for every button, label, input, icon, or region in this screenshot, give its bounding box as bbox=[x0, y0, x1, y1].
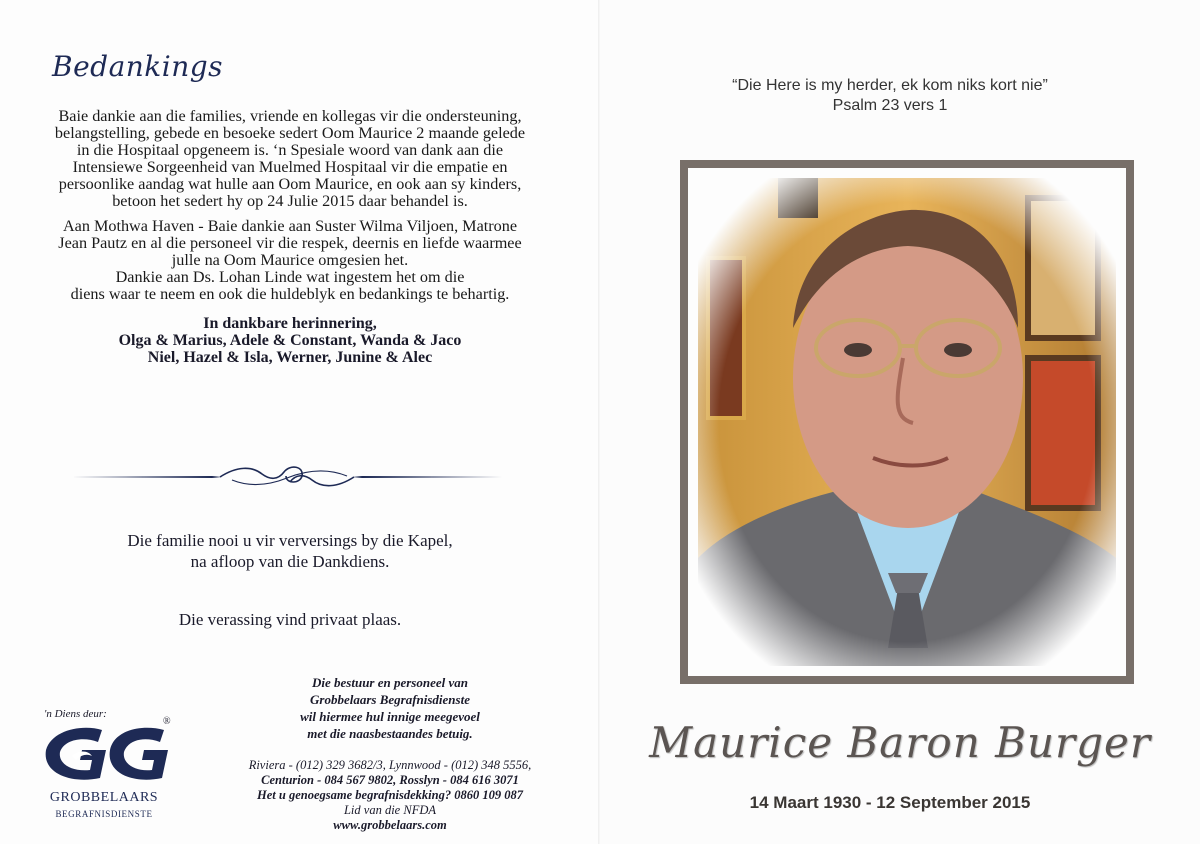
brand-subtitle: BEGRAFNISDIENSTE bbox=[55, 809, 153, 819]
text-line: Aan Mothwa Haven - Baie dankie aan Suster Wilma Viljoen, Matrone bbox=[62, 217, 518, 235]
text-line: belangstelling, gebede en besoeke sedert Oom Maurice 2 maande gelede bbox=[54, 124, 526, 142]
text-line: Jean Pautz en al die personeel vir die respek, deernis en liefde waarmee bbox=[58, 234, 522, 252]
text-line: diens waar te neem en ook die huldeblyk en bedankings te behartig. bbox=[70, 285, 510, 303]
signoff-line: In dankbare herinnering, bbox=[203, 315, 377, 332]
signoff-line: Olga & Marius, Adele & Constant, Wanda & Jaco bbox=[118, 332, 462, 349]
text-line: Baie dankie aan die families, vriende en kollegas vir die ondersteuning, bbox=[58, 107, 522, 125]
undertaker-condolence bbox=[240, 674, 540, 742]
signoff-line: Niel, Hazel & Isla, Werner, Junine & Alec bbox=[147, 349, 433, 366]
portrait-frame bbox=[680, 160, 1134, 684]
text-line: Dankie aan Ds. Lohan Linde wat ingestem het om die bbox=[115, 268, 465, 286]
text-line: betoon het sedert hy op 24 Julie 2015 daar behandel is. bbox=[112, 192, 468, 210]
portrait-photo bbox=[688, 168, 1126, 676]
heading-bedankings: Bedankings bbox=[52, 50, 224, 83]
thanks-paragraph-1 bbox=[30, 108, 550, 210]
contact-line: Het u genoegsame begrafnisdekking? 0860 109 087 bbox=[257, 788, 523, 802]
portrait-illustration bbox=[698, 178, 1116, 666]
invite-line: na afloop van die Dankdiens. bbox=[190, 552, 390, 571]
contact-line: Riviera - (012) 329 3682/3, Lynnwood - (012) 348 5556, bbox=[248, 758, 532, 772]
cremation-note: Die verassing vind privaat plaas. bbox=[178, 610, 402, 629]
text-line: julle na Oom Maurice omgesien het. bbox=[171, 251, 409, 269]
text-line: in die Hospitaal opgeneem is. ‘n Spesiale woord van dank aan die bbox=[76, 141, 504, 159]
quote-reference: Psalm 23 vers 1 bbox=[832, 97, 948, 114]
quote-text: “Die Here is my herder, ek kom niks kort nie” bbox=[732, 77, 1048, 94]
text-line: persoonlike aandag wat hulle aan Oom Maurice, en ook aan sy kinders, bbox=[58, 175, 522, 193]
family-signoff bbox=[30, 315, 550, 366]
registered-mark: ® bbox=[163, 716, 171, 727]
text-line: Intensiewe Sorgeenheid van Muelmed Hospitaal vir die empatie en bbox=[72, 158, 508, 176]
contact-line: Lid van die NFDA bbox=[343, 803, 436, 817]
thanks-paragraph-2 bbox=[30, 218, 550, 303]
grobbelaars-logo bbox=[42, 720, 174, 782]
refreshments-invitation bbox=[30, 530, 550, 572]
contact-line: Centurion - 084 567 9802, Rosslyn - 084 616 3071 bbox=[261, 773, 519, 787]
service-by-label: 'n Diens deur: bbox=[44, 708, 107, 720]
scripture-quote bbox=[650, 76, 1130, 116]
condolence-line: met die naasbestaandes betuig. bbox=[307, 726, 473, 741]
condolence-line: Die bestuur en personeel van bbox=[312, 675, 468, 690]
deceased-name: Maurice Baron Burger bbox=[649, 718, 1151, 767]
condolence-line: wil hiermee hul innige meegevoel bbox=[300, 709, 480, 724]
life-dates: 14 Maart 1930 - 12 September 2015 bbox=[749, 793, 1031, 812]
condolence-line: Grobbelaars Begrafnisdienste bbox=[310, 692, 470, 707]
undertaker-contacts bbox=[220, 758, 560, 833]
invite-line: Die familie nooi u vir verversings by die Kapel, bbox=[127, 531, 453, 550]
flourish-divider bbox=[72, 462, 502, 492]
brand-name: GROBBELAARS bbox=[49, 790, 159, 805]
website-link[interactable]: www.grobbelaars.com bbox=[333, 818, 447, 832]
